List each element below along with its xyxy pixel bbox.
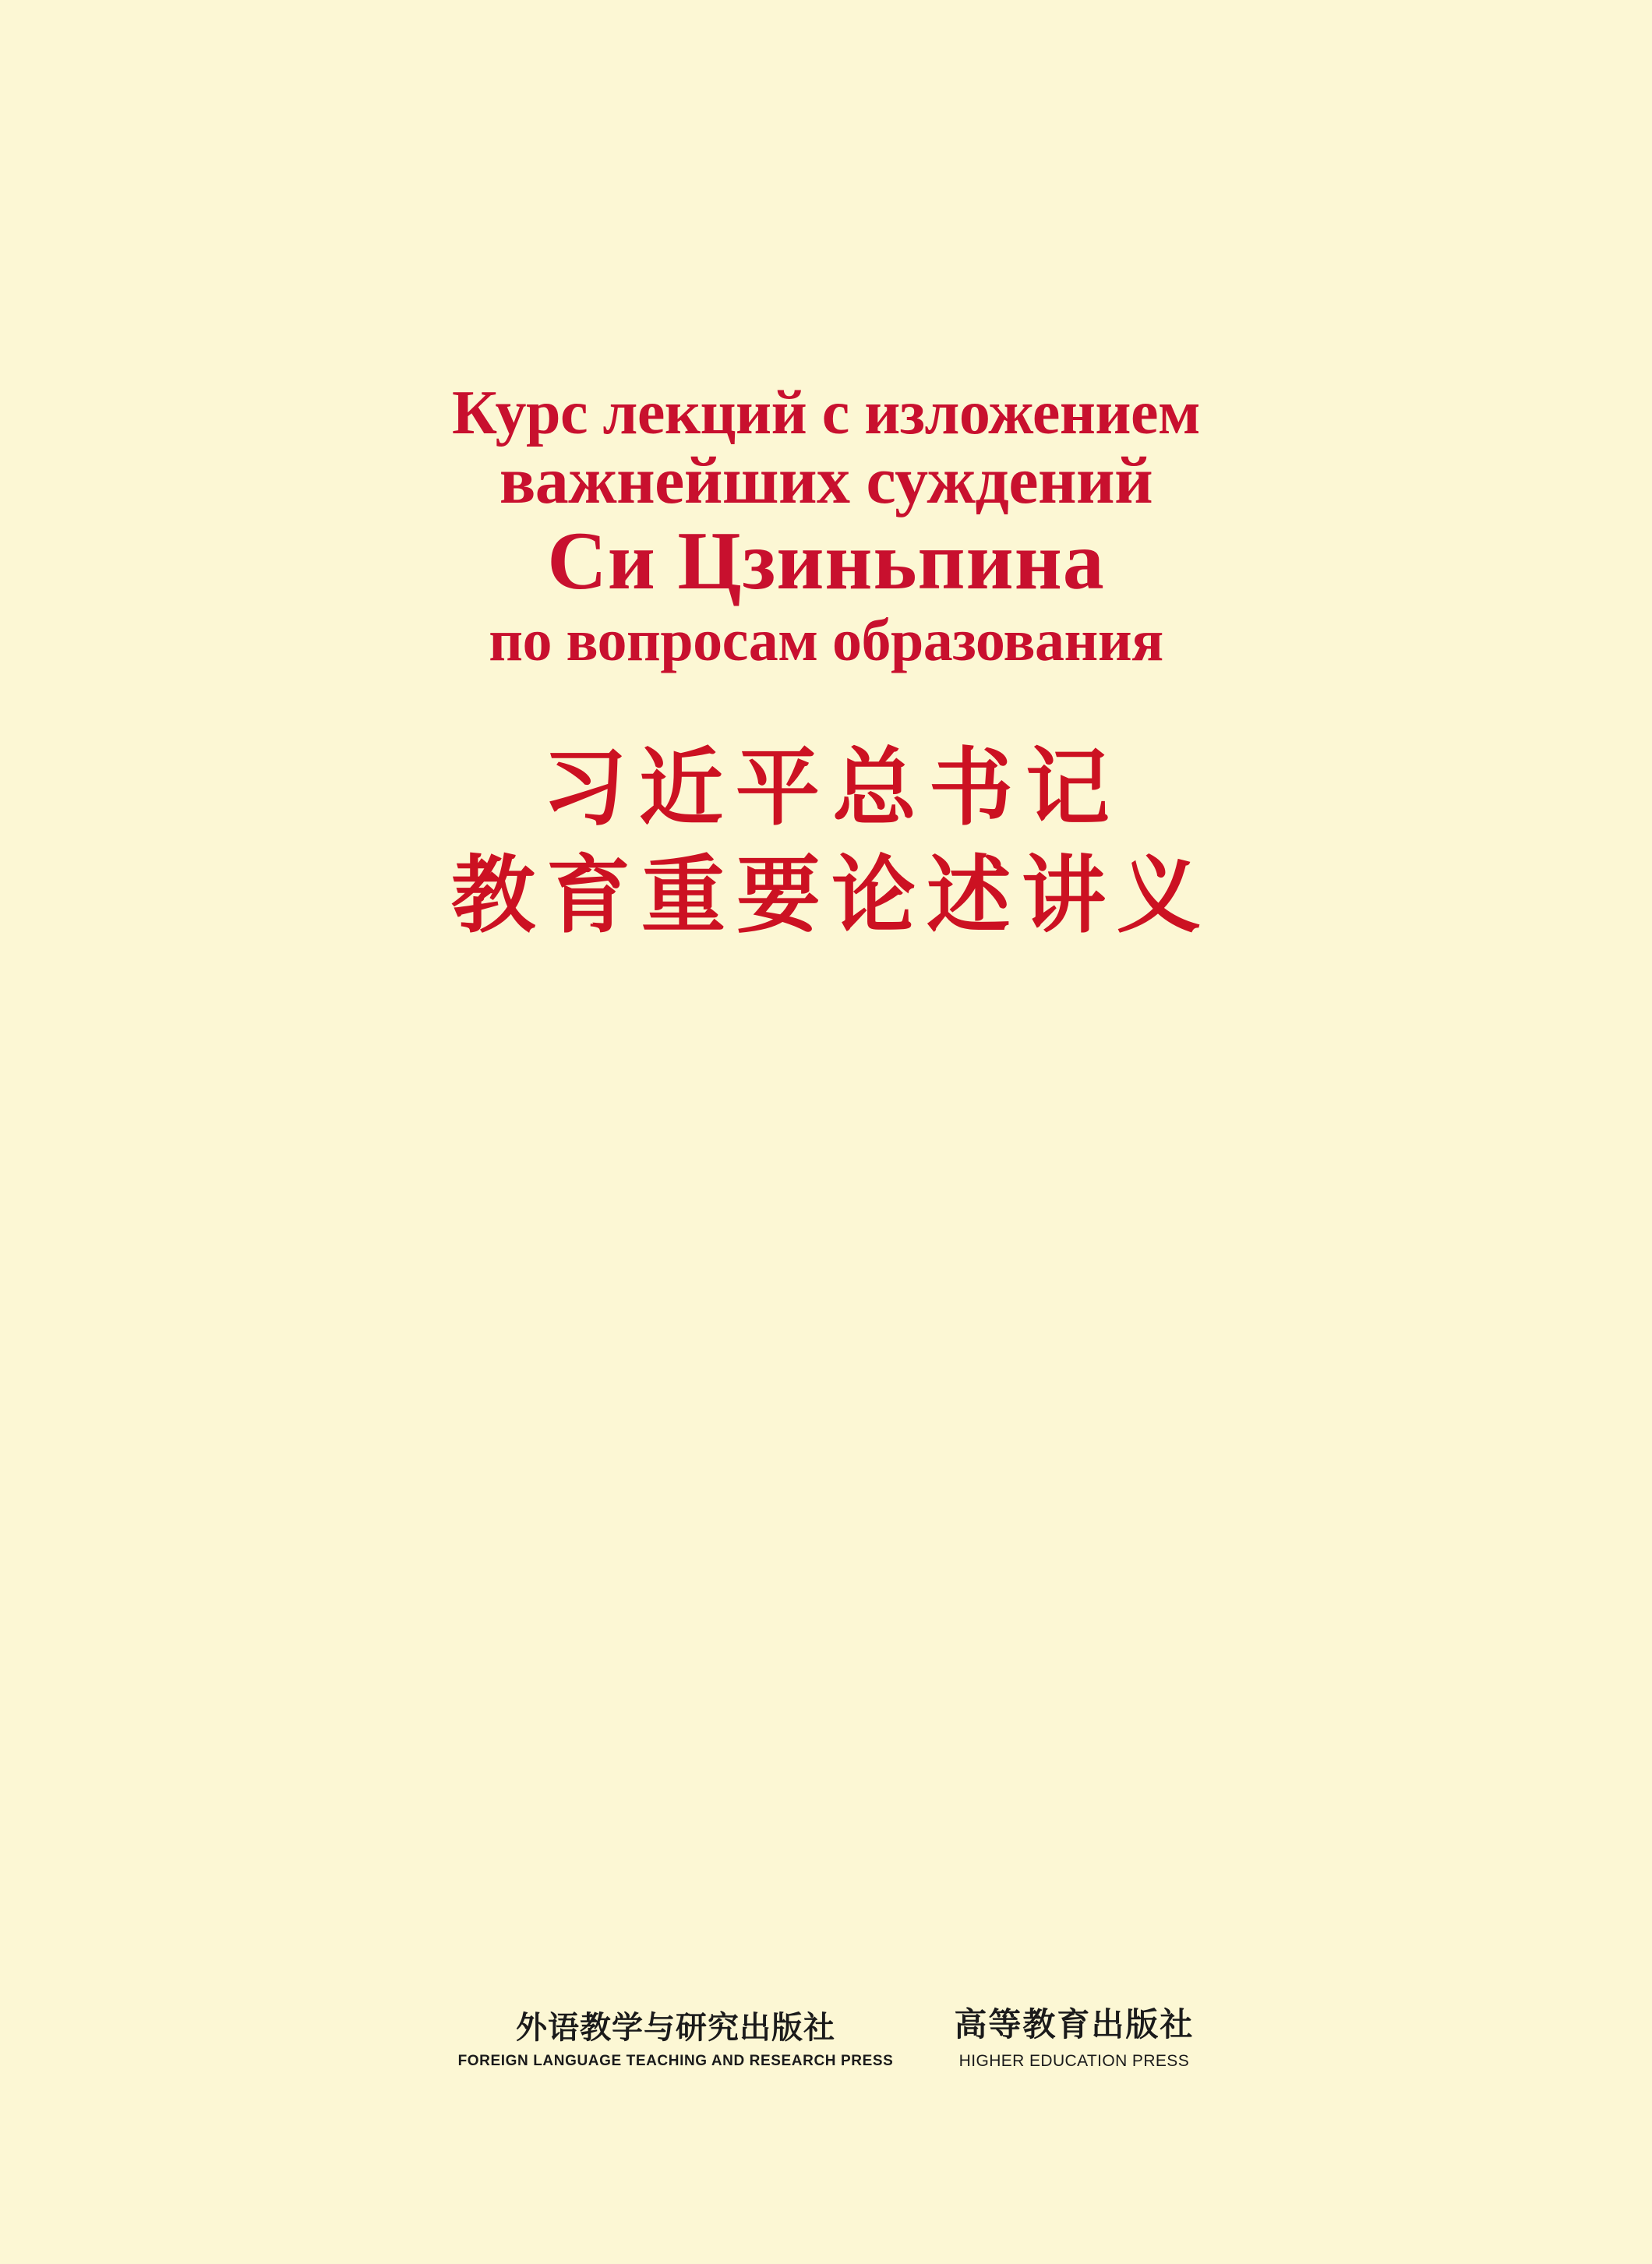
publisher-hep-name-en: HIGHER EDUCATION PRESS: [958, 2051, 1190, 2070]
publisher-logos: [0, 2006, 1652, 2071]
russian-title: [0, 379, 1652, 674]
russian-title-line-2: важнейших суждений: [499, 442, 1153, 517]
chinese-title: [0, 735, 1652, 950]
chinese-title-line-1: 习近平总书记: [542, 739, 1122, 837]
title-block: [0, 379, 1652, 950]
publisher-fltrp: [458, 2010, 894, 2071]
russian-title-line-4: по вопросам образования: [489, 607, 1163, 673]
publisher-fltrp-name-en: FOREIGN LANGUAGE TEACHING AND RESEARCH PRESS: [457, 2053, 894, 2070]
publisher-hep: [954, 2006, 1194, 2071]
russian-title-line-1: Курс лекций с изложением: [451, 379, 1201, 447]
russian-title-line-3: Си Цзиньпина: [547, 515, 1105, 607]
publisher-hep-name-cn: 高等教育出版社: [954, 2004, 1195, 2043]
chinese-title-line-2: 教育重要论述讲义: [450, 847, 1212, 945]
publisher-fltrp-name-cn: 外语教学与研究出版社: [515, 2010, 835, 2047]
